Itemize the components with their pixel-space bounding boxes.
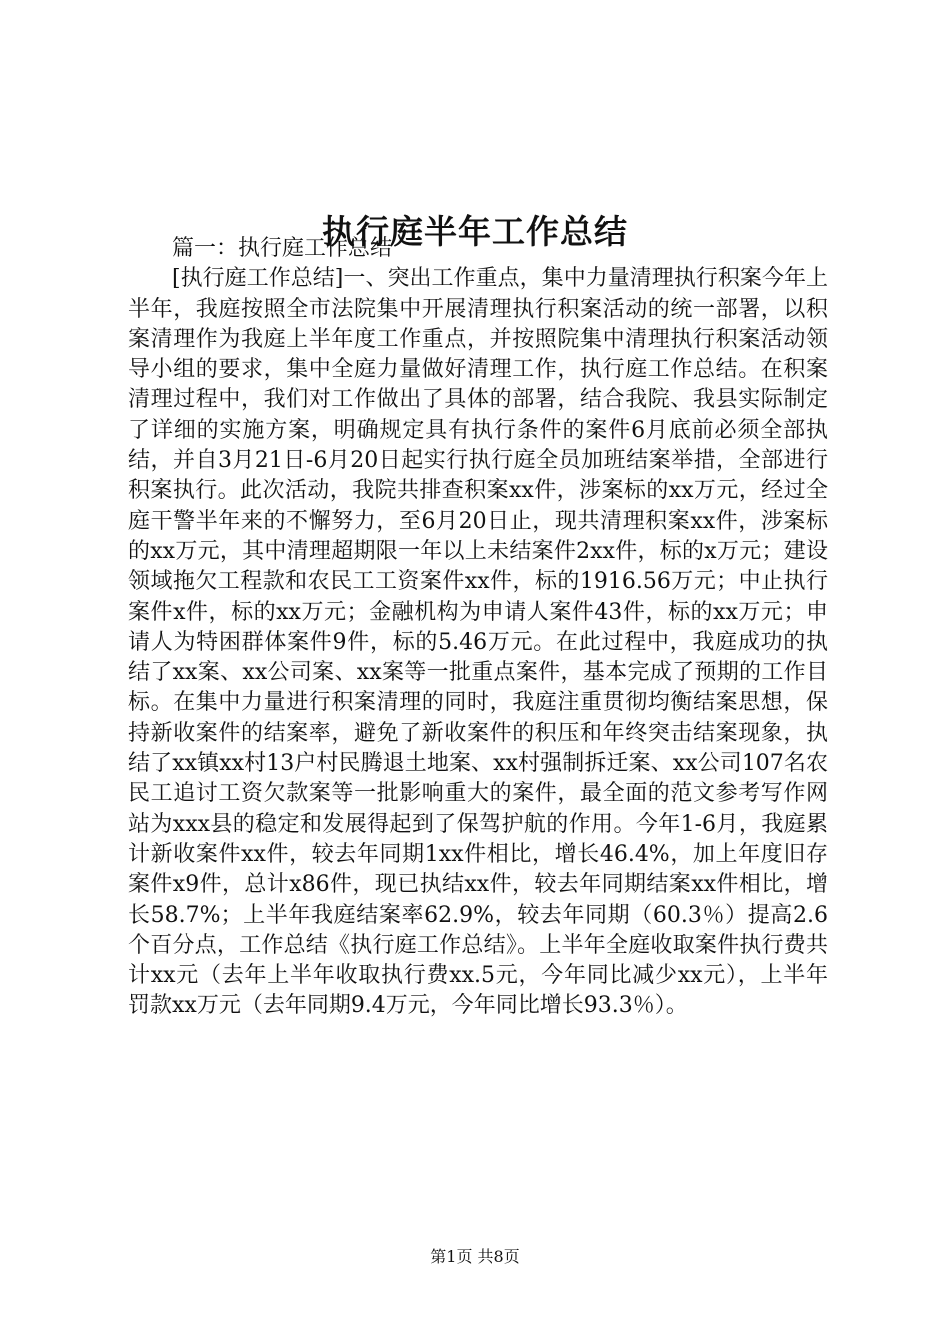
page-footer: 第1页 共8页	[430, 1247, 520, 1266]
section-heading: 篇一：执行庭工作总结	[172, 236, 393, 261]
body-paragraph: [执行庭工作总结]一、突出工作重点，集中力量清理执行积案今年上半年，我庭按照全市法院集中开展清理执行积案活动的统一部署，以积案清理作为我庭上半年度工作重点，并按照院集中清理执行积案活动领导小组的要求，集中全庭力量做好清理工作，执行庭工作总结。在积案清理过程中，我们对工作做出了具体的部署，结合我院、我县实际制定了详细的实施方案，明确规定具有执行条件的案件6月底前必须全部执结，并自3月21日-6月20日起实行执行庭全员加班结案举措，全部进行积案执行。此次活动，我院共排查积案xx件，涉案标的xx万元，经过全庭干警半年来的不懈努力，至6月20日止，现共清理积案xx件，涉案标的xx万元，其中清理超期限一年以上未结案件2xx件，标的x万元；建设领域拖欠工程款和农民工工资案件xx件，标的1916.56万元；中止执行案件x件，标的xx万元；金融机构为申请人案件43件，标的xx万元；申请人为特困群体案件9件，标的5.46万元。在此过程中，我庭成功的执结了xx案、xx公司案、xx案等一批重点案件，基本完成了预期的工作目标。在集中力量进行积案清理的同时，我庭注重贯彻均衡结案思想，保持新收案件的结案率，避免了新收案件的积压和年终突击结案现象，执结了xx镇xx村13户村民腾退土地案、xx村强制拆迁案、xx公司107名农民工追讨工资欠款案等一批影响重大的案件，最全面的范文参考写作网站为xxx县的稳定和发展得起到了保驾护航的作用。今年1-6月，我庭累计新收案件xx件，较去年同期1xx件相比，增长46.4%，加上年度旧存案件x9件，总计x86件，现已执结xx件，较去年同期结案xx件相比，增长58.7%；上半年我庭结案率62.9%，较去年同期（60.3％）提高2.6个百分点，工作总结《执行庭工作总结》。上半年全庭收取案件执行费共计xx元（去年上半年收取执行费xx.5元，今年同比减少xx元），上半年罚款xx万元（去年同期9.4万元，今年同比增长93.3％）。	[128, 266, 828, 1019]
document-body	[128, 234, 828, 1022]
document-title: 执行庭半年工作总结	[322, 212, 628, 252]
